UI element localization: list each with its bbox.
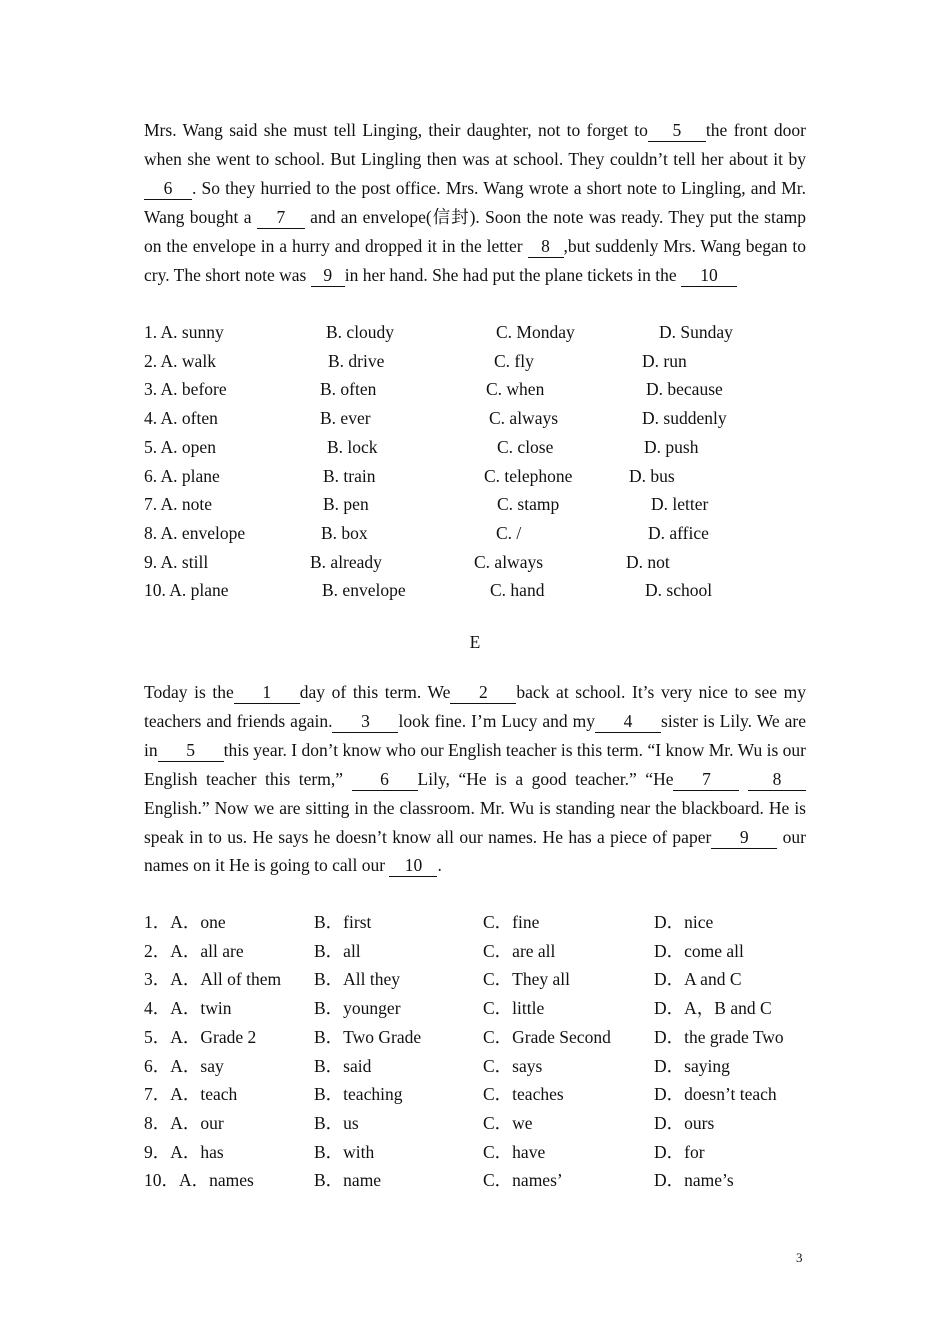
passage-d	[144, 116, 806, 289]
blank-8: 8	[528, 235, 564, 258]
blank-7: 7	[257, 206, 305, 229]
passage-d-text: Mrs. Wang said she must tell Linging, their daughter, not to forget to 5 the front door when she went to school. But Lingling then was at school. They couldn’t tell her about it by 6 . So they hurried to the post office. Mrs. Wang wrote a short note to Lingling, and Mr. Wang bought a 7 and an envelope(信封). Soon the note was ready. They put the stamp on the envelope in a hurry and dropped it in the letter 8 ,but suddenly Mrs. Wang began to cry. The short note was 9 in her hand. She had put the plane tickets in the 10	[144, 120, 806, 285]
blank-3: 3	[332, 710, 398, 733]
blank-9: 9	[311, 264, 345, 287]
blank-5: 5	[648, 119, 706, 142]
blank-6: 6	[352, 768, 418, 791]
blank-2: 2	[450, 681, 516, 704]
blank-8: 8	[748, 768, 806, 791]
blank-1: 1	[234, 681, 300, 704]
blank-10: 10	[389, 854, 437, 877]
blank-4: 4	[595, 710, 661, 733]
blank-5: 5	[158, 739, 224, 762]
page-number: 3	[796, 1250, 803, 1265]
blank-6: 6	[144, 177, 192, 200]
blank-10: 10	[681, 264, 737, 287]
blank-7: 7	[673, 768, 739, 791]
passage-e-text: Today is the 1 day of this term. We 2 back at school. It’s very nice to see my teachers and friends again. 3 look fine. I’m Lucy and my 4 sister is Lily. We are in 5 this year. I don’t know who our English teacher is this term. “I know Mr. Wu is our English teacher this term,” 6 Lily, “He is a good teacher.” “He 7 8 English.” Now we are sitting in the classroom. Mr. Wu is standing near the blackboard. He is speak in to us. He says he doesn’t know all our names. He has a piece of paper 9 our names on it He is going to call our 10 .	[144, 682, 807, 876]
blank-9: 9	[711, 826, 777, 849]
passage-e	[144, 678, 806, 880]
section-e-title: E	[469, 632, 481, 652]
